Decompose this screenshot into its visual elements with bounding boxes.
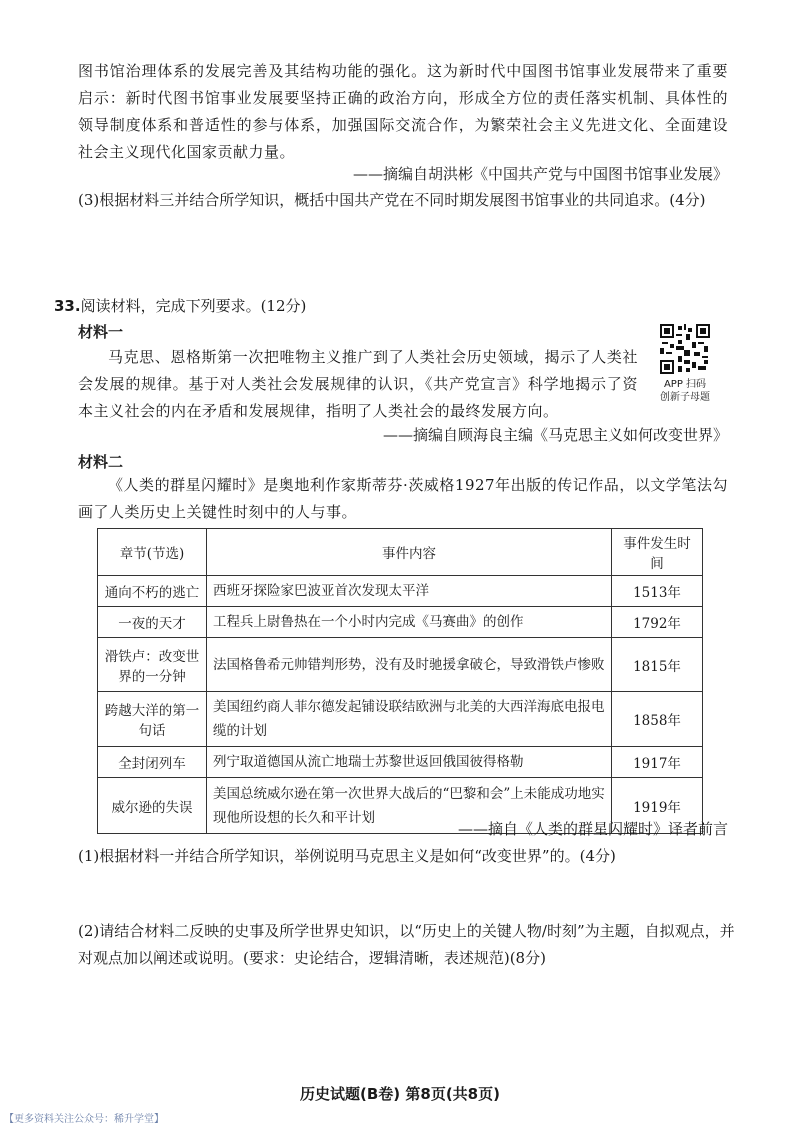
question-33-1: (1)根据材料一并结合所学知识，举例说明马克思主义是如何“改变世界”的。(4分) bbox=[78, 847, 616, 865]
qr-caption-line1: APP 扫码 bbox=[663, 379, 707, 390]
table-row bbox=[98, 638, 703, 692]
question-32-3: (3)根据材料三并结合所学知识，概括中国共产党在不同时期发展图书馆事业的共同追求。(4分) bbox=[78, 191, 706, 209]
page-footer: 历史试题(B卷) 第8页(共8页) bbox=[300, 1085, 500, 1103]
cell-event: 工程兵上尉鲁热在一个小时内完成《马赛曲》的创作 bbox=[207, 607, 612, 638]
header-chapter: 章节(节选) bbox=[98, 529, 207, 576]
material1-source: ——摘编自顾海良主编《马克思主义如何改变世界》 bbox=[382, 426, 728, 444]
cell-time: 1917年 bbox=[612, 747, 703, 778]
cell-event: 列宁取道德国从流亡地瑞士苏黎世返回俄国彼得格勒 bbox=[207, 747, 612, 778]
question-number: 33. bbox=[54, 297, 81, 315]
cell-chapter: 威尔逊的失误 bbox=[98, 778, 207, 834]
cell-chapter: 跨越大洋的第一句话 bbox=[98, 692, 207, 747]
table-row bbox=[98, 747, 703, 778]
material1-label: 材料一 bbox=[78, 323, 124, 341]
question-33-heading bbox=[54, 294, 306, 318]
events-table bbox=[97, 528, 703, 834]
cell-event: 西班牙探险家巴波亚首次发现太平洋 bbox=[207, 576, 612, 607]
cell-time: 1858年 bbox=[612, 692, 703, 747]
question-33-2: (2)请结合材料二反映的史事及所学世界史知识，以“历史上的关键人物/时刻”为主题，自拟观点，并对观点加以阐述或说明。(要求：史论结合，逻辑清晰，表述规范)(8分) bbox=[78, 922, 735, 967]
material1-paragraph: 马克思、恩格斯第一次把唯物主义推广到了人类社会历史领域，揭示了人类社会发展的规律。基于对人类社会发展规律的认识，《共产党宣言》科学地揭示了资本主义社会的内在矛盾和发展规律，指明了人类社会的最终发展方向。 bbox=[78, 348, 638, 420]
cell-chapter: 全封闭列车 bbox=[98, 747, 207, 778]
material2-source: ——摘自《人类的群星闪耀时》译者前言 bbox=[457, 820, 728, 838]
cell-time: 1513年 bbox=[612, 576, 703, 607]
header-event: 事件内容 bbox=[207, 529, 612, 576]
table-row bbox=[98, 692, 703, 747]
cell-event: 法国格鲁希元帅错判形势，没有及时驰援拿破仑，导致滑铁卢惨败 bbox=[207, 638, 612, 692]
qr-code-icon[interactable] bbox=[660, 324, 710, 374]
cell-time: 1792年 bbox=[612, 607, 703, 638]
cell-time: 1919年 bbox=[612, 778, 703, 834]
table-row bbox=[98, 607, 703, 638]
cell-chapter: 滑铁卢：改变世界的一分钟 bbox=[98, 638, 207, 692]
material3-source: ——摘编自胡洪彬《中国共产党与中国图书馆事业发展》 bbox=[352, 165, 728, 183]
table-header-row bbox=[98, 529, 703, 576]
header-time: 事件发生时间 bbox=[612, 529, 703, 576]
cell-event: 美国总统威尔逊在第一次世界大战后的“巴黎和会”上未能成功地实现他所设想的长久和平计划 bbox=[207, 778, 612, 834]
corner-watermark-note: 【更多资料关注公众号：稀升学堂】 bbox=[4, 1114, 164, 1125]
cell-event: 美国纽约商人菲尔德发起铺设联结欧洲与北美的大西洋海底电报电缆的计划 bbox=[207, 692, 612, 747]
table-row bbox=[98, 576, 703, 607]
material2-label: 材料二 bbox=[78, 453, 124, 471]
cell-time: 1815年 bbox=[612, 638, 703, 692]
question-33-prompt: 阅读材料，完成下列要求。(12分) bbox=[80, 297, 307, 315]
qr-caption-line2: 创新子母题 bbox=[660, 392, 710, 403]
cell-chapter: 通向不朽的逃亡 bbox=[98, 576, 207, 607]
material3-paragraph: 图书馆治理体系的发展完善及其结构功能的强化。这为新时代中国图书馆事业发展带来了重要启示：新时代图书馆事业发展要坚持正确的政治方向，形成全方位的责任落实机制、具体性的领导制度体系和普适性的参与体系，加强国际交流合作，为繁荣社会主义先进文化、全面建设社会主义现代化国家贡献力量。 bbox=[78, 62, 728, 161]
cell-chapter: 一夜的天才 bbox=[98, 607, 207, 638]
material2-paragraph: 《人类的群星闪耀时》是奥地利作家斯蒂芬·茨威格1927年出版的传记作品，以文学笔法勾画了人类历史上关键性时刻中的人与事。 bbox=[78, 476, 728, 521]
qr-caption bbox=[646, 378, 724, 404]
